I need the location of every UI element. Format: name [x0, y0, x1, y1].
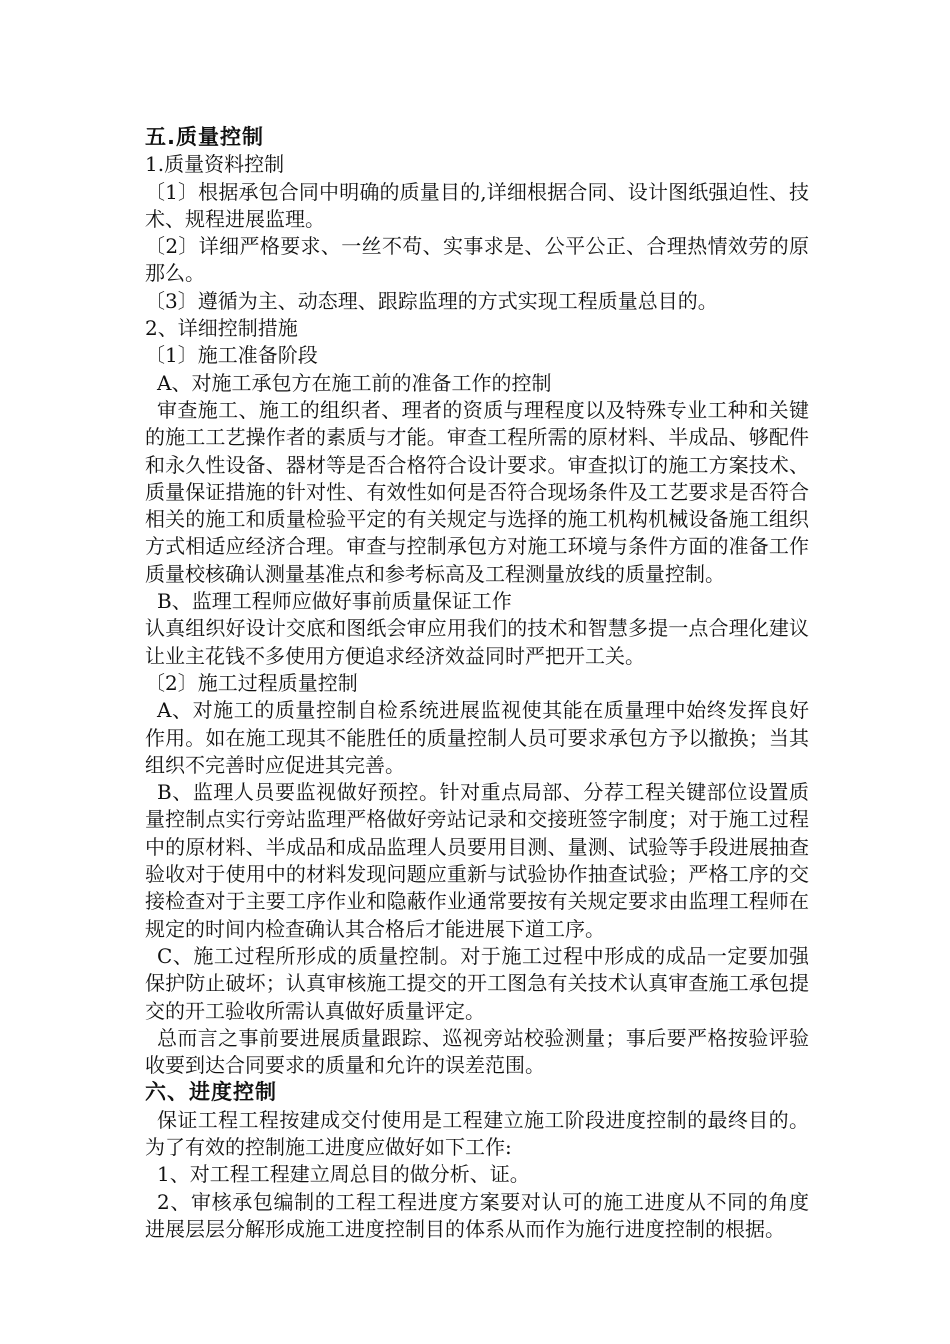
section-5-subheading-2: 2、详细控制措施 — [145, 316, 298, 341]
section-6-intro: 保证工程工程按建成交付使用是工程建立施工阶段进度控制的最终目的。为了有效的控制施工进度应做好如下工作: — [145, 1107, 809, 1159]
section-5-item-1: 〔1〕根据承包合同中明确的质量目的,详细根据合同、设计图纸强迫性、技术、规程进展监理。 — [145, 179, 809, 231]
stage-1-b-body: 认真组织好设计交底和图纸会审应用我们的技术和智慧多提一点合理化建议让业主花钱不多使用方便追求经济效益同时严把开工关。 — [145, 616, 809, 668]
stage-1-heading: 〔1〕施工准备阶段 — [145, 343, 318, 368]
stage-1-a-body: 审查施工、施工的组织者、理者的资质与理程度以及特殊专业工种和关键的施工工艺操作者的素质与才能。审查工程所需的原材料、半成品、够配件和永久性设备、器材等是否合格符合设计要求。审查拟订的施工方案技术、质量保证措施的针对性、有效性如何是否符合现场条件及工艺要求是否符合相关的施工和质量检验平定的有关规定与选择的施工机构机械设备施工组织方式相适应经济合理。审查与控制承包方对施工环境与条件方面的准备工作质量校核确认测量基准点和参考标高及工程测量放线的质量控制。 — [145, 397, 809, 586]
stage-1-b-title: B、监理工程师应做好事前质量保证工作 — [157, 589, 512, 614]
stage-2-c: C、施工过程所形成的质量控制。对于施工过程中形成的成品一定要加强保护防止破坏；认真审核施工提交的开工图急有关技术认真审查施工承包提交的开工验收所需认真做好质量评定。 — [145, 943, 809, 1023]
section-5-item-3: 〔3〕遵循为主、动态理、跟踪监理的方式实现工程质量总目的。 — [145, 288, 718, 313]
stage-2-a: A、对施工的质量控制自检系统进展监视使其能在质量理中始终发挥良好作用。如在施工现其不能胜任的质量控制人员可要求承包方予以撤换；当其组织不完善时应促进其完善。 — [145, 698, 809, 777]
section-6-item-1: 1、对工程工程建立周总目的做分析、证。 — [157, 1162, 530, 1187]
section-5-heading: 五.质量控制 — [145, 125, 264, 149]
section-5-subheading-1: 1.质量资料控制 — [145, 152, 285, 177]
stage-2-b: B、监理人员要监视做好预控。针对重点局部、分荐工程关键部位设置质量控制点实行旁站监理严格做好旁站记录和交接班签字制度；对于施工过程中的原材料、半成品和成品监理人员要用目测、量测、试验等手段进展抽查验收对于使用中的材料发现问题应重新与试验协作抽查试验；严格工序的交接检查对于主要工序作业和隐蔽作业通常要按有关规定要求由监理工程师在规定的时间内检查确认其合格后才能进展下道工序。 — [145, 780, 809, 941]
section-6-item-2: 2、审核承包编制的工程工程进度方案要对认可的施工进度从不同的角度进展层层分解形成施工进度控制目的体系从而作为施行进度控制的根据。 — [145, 1189, 809, 1241]
stage-1-a-title: A、对施工承包方在施工前的准备工作的控制 — [157, 370, 552, 395]
document-body — [145, 124, 809, 1243]
section-6-heading: 六、进度控制 — [145, 1080, 277, 1105]
stage-2-heading: 〔2〕施工过程质量控制 — [145, 670, 358, 695]
section-5-item-2: 〔2〕详细严格要求、一丝不苟、实事求是、公平公正、合理热情效劳的原那么。 — [145, 234, 809, 286]
section-5-summary: 总而言之事前要进展质量跟踪、巡视旁站校验测量；事后要严格按验评验收要到达合同要求的质量和允许的误差范围。 — [145, 1025, 809, 1078]
